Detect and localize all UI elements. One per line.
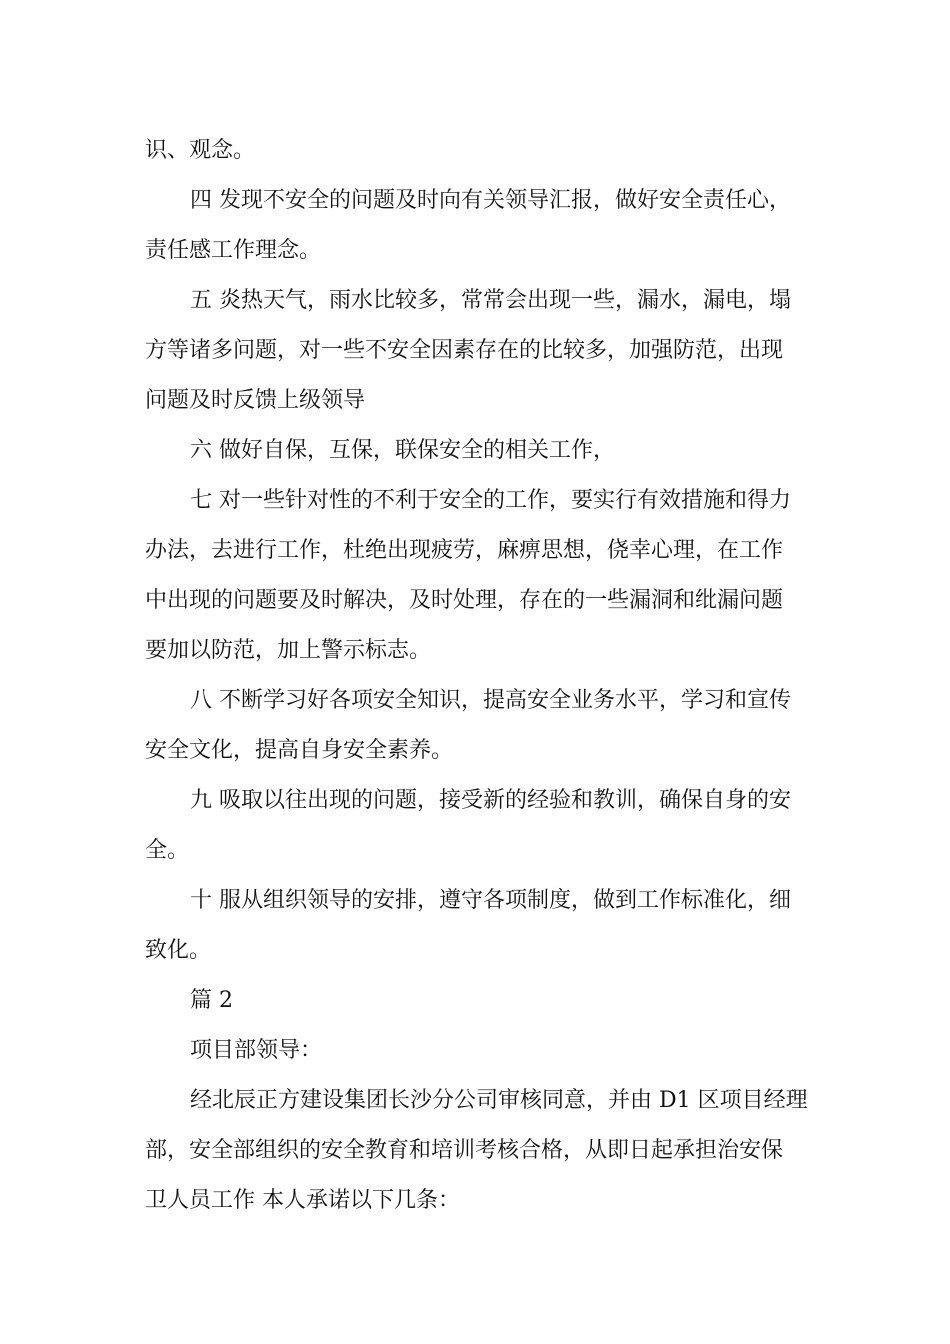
text-line: 十 服从组织领导的安排，遵守各项制度，做到工作标准化，细 [190, 888, 791, 913]
text-line: 责任感工作理念。 [145, 238, 322, 263]
text-line: 办法，去进行工作，杜绝出现疲劳，麻痹思想，侥幸心理，在工作 [145, 538, 784, 563]
text-line: 七 对一些针对性的不利于安全的工作，要实行有效措施和得力 [190, 488, 791, 513]
text-line: 中出现的问题要及时解决，及时处理，存在的一些漏洞和纰漏问题 [145, 588, 784, 613]
text-line: 要加以防范，加上警示标志。 [145, 638, 432, 663]
salutation: 项目部领导： [190, 1038, 323, 1063]
text-line: 方等诸多问题，对一些不安全因素存在的比较多，加强防范，出现 [145, 338, 784, 363]
text-line: 经北辰正方建设集团长沙分公司审核同意，并由 D1 区项目经理 [190, 1088, 808, 1113]
text-line: 部，安全部组织的安全教育和培训考核合格，从即日起承担治安保 [145, 1138, 784, 1163]
section-heading: 篇 2 [190, 988, 233, 1013]
text-line: 全。 [145, 838, 190, 863]
text-line: 卫人员工作 本人承诺以下几条： [145, 1188, 460, 1213]
text-line: 致化。 [145, 938, 212, 963]
text-line: 八 不断学习好各项安全知识，提高安全业务水平，学习和宣传 [190, 688, 791, 713]
text-line: 九 吸取以往出现的问题，接受新的经验和教训，确保自身的安 [190, 788, 791, 813]
text-line: 六 做好自保，互保，联保安全的相关工作， [190, 438, 615, 463]
text-line: 安全文化，提高自身安全素养。 [145, 738, 454, 763]
text-line: 识、观念。 [145, 138, 256, 163]
text-line: 问题及时反馈上级领导 [145, 388, 366, 413]
text-line: 四 发现不安全的问题及时向有关领导汇报，做好安全责任心， [190, 188, 791, 213]
text-line: 五 炎热天气，雨水比较多，常常会出现一些，漏水，漏电，塌 [190, 288, 791, 313]
